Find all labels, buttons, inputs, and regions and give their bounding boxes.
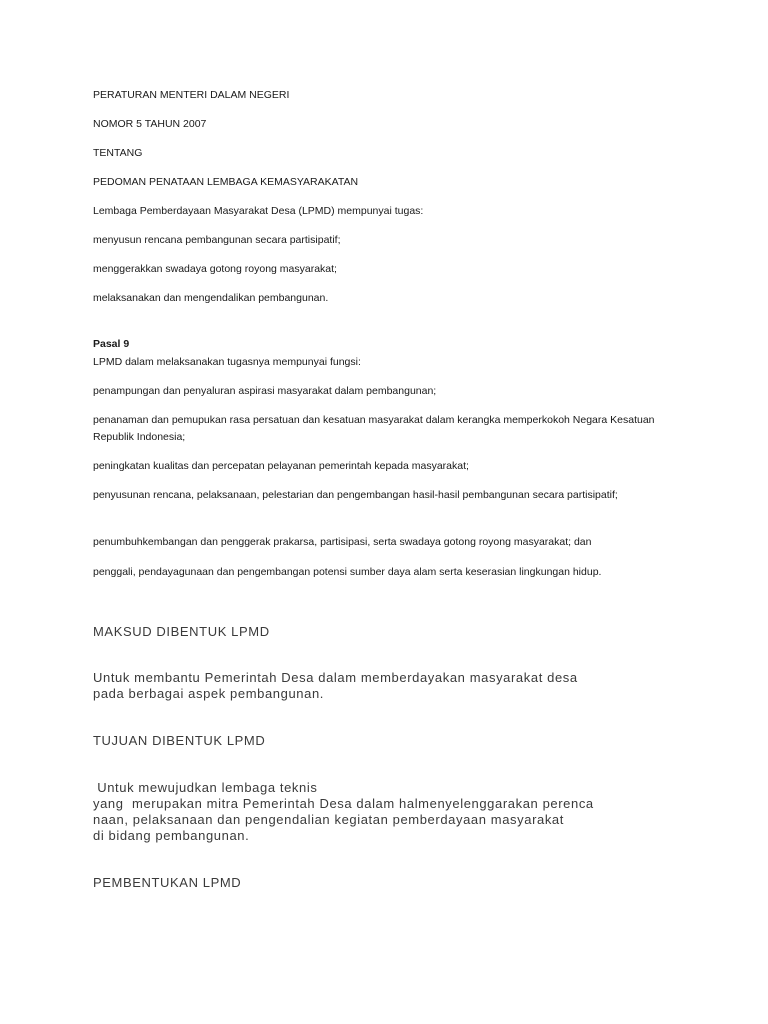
regulation-title: PERATURAN MENTERI DALAM NEGERI — [93, 89, 290, 101]
tugas-item: menyusun rencana pembangunan secara partisipatif; — [93, 234, 341, 246]
tugas-item: menggerakkan swadaya gotong royong masyarakat; — [93, 263, 337, 275]
regulation-tentang: TENTANG — [93, 147, 143, 159]
fungsi-item: penanaman dan pemupukan rasa persatuan dan kesatuan masyarakat dalam kerangka memperkokoh Negara Kesatuan Republik Indonesia; — [93, 414, 655, 443]
regulation-number: NOMOR 5 TAHUN 2007 — [93, 118, 207, 130]
fungsi-item: penyusunan rencana, pelaksanaan, pelestarian dan pengembangan hasil-hasil pembangunan secara partisipatif; — [93, 489, 618, 501]
maksud-heading: MAKSUD DIBENTUK LPMD — [93, 624, 270, 639]
pasal-title: Pasal 9 — [93, 338, 130, 350]
fungsi-item: penggali, pendayagunaan dan pengembangan potensi sumber daya alam serta keserasian lingkungan hidup. — [93, 566, 602, 578]
tujuan-text: Untuk mewujudkan lembaga teknis yang merupakan mitra Pemerintah Desa dalam halmenyelenggarakan perenca naan, pelaksanaan dan pengendalian kegiatan pemberdayaan masyarakat di bidang pembangunan. — [93, 780, 594, 843]
regulation-subject: PEDOMAN PENATAAN LEMBAGA KEMASYARAKATAN — [93, 176, 359, 188]
tugas-item: melaksanakan dan mengendalikan pembangunan. — [93, 292, 329, 304]
tujuan-heading: TUJUAN DIBENTUK LPMD — [93, 733, 266, 748]
fungsi-item: peningkatan kualitas dan percepatan pelayanan pemerintah kepada masyarakat; — [93, 460, 469, 472]
maksud-text: Untuk membantu Pemerintah Desa dalam memberdayakan masyarakat desa pada berbagai aspek pembangunan. — [93, 670, 578, 701]
fungsi-intro: LPMD dalam melaksanakan tugasnya mempunyai fungsi: — [93, 356, 361, 368]
tugas-intro: Lembaga Pemberdayaan Masyarakat Desa (LPMD) mempunyai tugas: — [93, 205, 424, 217]
pembentukan-heading: PEMBENTUKAN LPMD — [93, 875, 242, 890]
fungsi-item: penumbuhkembangan dan penggerak prakarsa, partisipasi, serta swadaya gotong royong masyarakat; dan — [93, 536, 592, 548]
fungsi-item: penampungan dan penyaluran aspirasi masyarakat dalam pembangunan; — [93, 385, 437, 397]
